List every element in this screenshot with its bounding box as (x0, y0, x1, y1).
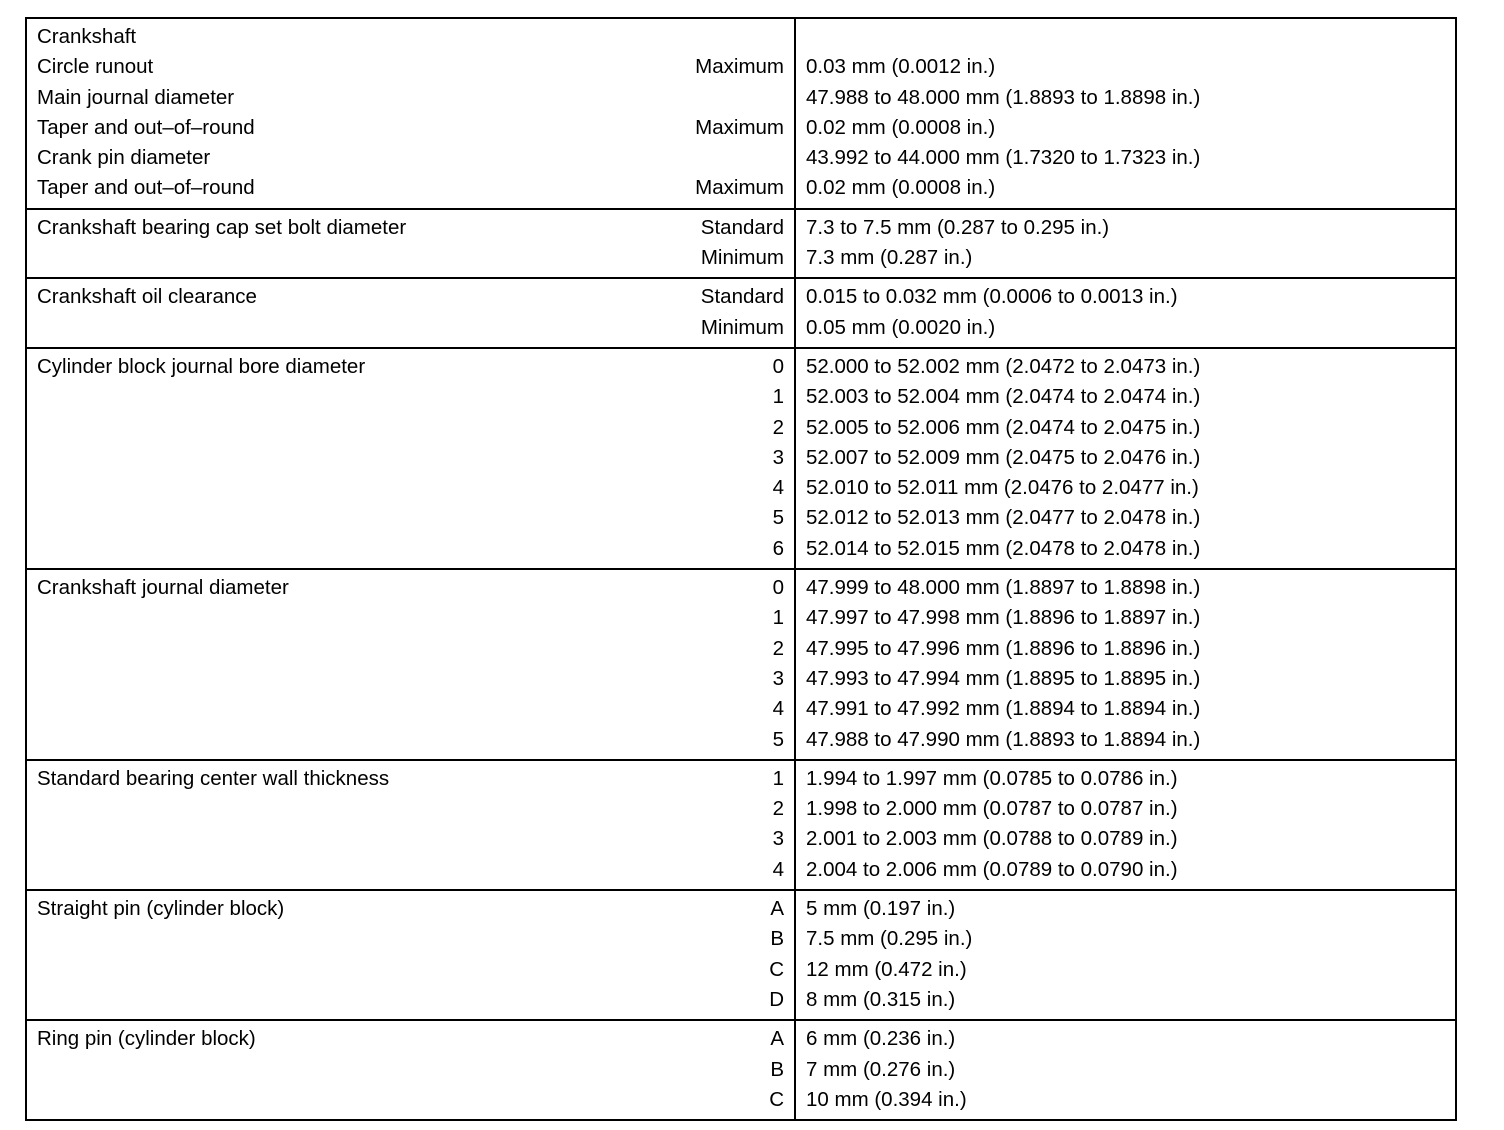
spec-label: Main journal diameter (37, 85, 235, 109)
spec-values-column (796, 1021, 1455, 1119)
spec-qualifier: 0 (772, 354, 784, 378)
spec-value: 52.000 to 52.002 mm (2.0472 to 2.0473 in.) (806, 354, 1201, 378)
spec-label (37, 313, 701, 343)
spec-row-left (37, 243, 784, 273)
spec-row-left (37, 603, 784, 633)
spec-qualifier: 4 (772, 857, 784, 881)
spec-value: 0.015 to 0.032 mm (0.0006 to 0.0013 in.) (806, 285, 1178, 309)
spec-label (37, 413, 773, 443)
spec-row-left (37, 473, 784, 503)
spec-qualifier: Maximum (695, 176, 784, 200)
spec-value: 52.014 to 52.015 mm (2.0478 to 2.0478 in.) (806, 536, 1201, 560)
spec-row-left (37, 352, 784, 382)
spec-value: 1.998 to 2.000 mm (0.0787 to 0.0787 in.) (806, 797, 1178, 821)
spec-value: 47.999 to 48.000 mm (1.8897 to 1.8898 in.) (806, 576, 1201, 600)
spec-value: 52.010 to 52.011 mm (2.0476 to 2.0477 in.) (806, 476, 1199, 500)
spec-qualifier: 0 (772, 576, 784, 600)
spec-label (37, 473, 773, 503)
spec-label: Ring pin (cylinder block) (37, 1027, 256, 1051)
spec-value: 0.02 mm (0.0008 in.) (806, 115, 996, 139)
spec-qualifier: Minimum (700, 246, 784, 270)
spec-value: 2.001 to 2.003 mm (0.0788 to 0.0789 in.) (806, 827, 1178, 851)
spec-value: 43.992 to 44.000 mm (1.7320 to 1.7323 in.) (806, 146, 1201, 170)
spec-value: 52.007 to 52.009 mm (2.0475 to 2.0476 in.) (806, 445, 1201, 469)
spec-value: 0.05 mm (0.0020 in.) (806, 315, 996, 339)
spec-value: 8 mm (0.315 in.) (806, 987, 956, 1011)
spec-row-left (37, 173, 784, 203)
spec-row-left (37, 985, 784, 1015)
spec-qualifier: 3 (772, 827, 784, 851)
spec-values-column (796, 210, 1455, 278)
spec-value: 7 mm (0.276 in.) (806, 1057, 956, 1081)
spec-label (37, 634, 773, 664)
spec-row-left (37, 725, 784, 755)
spec-label: Standard bearing center wall thickness (37, 766, 390, 790)
spec-value: 47.988 to 47.990 mm (1.8893 to 1.8894 in.) (806, 727, 1201, 751)
spec-labels-column (27, 349, 796, 568)
spec-row-left (37, 113, 784, 143)
spec-row-left (37, 894, 784, 924)
spec-values-column (796, 19, 1455, 208)
spec-qualifier: 5 (772, 727, 784, 751)
spec-qualifier: Maximum (695, 55, 784, 79)
spec-value: 7.3 to 7.5 mm (0.287 to 0.295 in.) (806, 215, 1110, 239)
spec-label: Cylinder block journal bore diameter (37, 354, 366, 378)
spec-row-left (37, 634, 784, 664)
spec-group (27, 277, 1455, 347)
spec-qualifier: C (769, 1087, 784, 1111)
spec-group (27, 568, 1455, 759)
spec-label (37, 382, 773, 412)
spec-group (27, 208, 1455, 278)
spec-value: 47.988 to 48.000 mm (1.8893 to 1.8898 in.) (806, 85, 1201, 109)
spec-labels-column (27, 1021, 796, 1119)
spec-value: 47.997 to 47.998 mm (1.8896 to 1.8897 in.) (806, 606, 1201, 630)
spec-label (37, 955, 769, 985)
spec-row-left (37, 213, 784, 243)
spec-label (37, 1085, 769, 1115)
spec-labels-column (27, 210, 796, 278)
spec-group (27, 759, 1455, 889)
spec-qualifier: B (770, 927, 784, 951)
spec-value: 47.995 to 47.996 mm (1.8896 to 1.8896 in.) (806, 636, 1201, 660)
spec-qualifier: 1 (772, 606, 784, 630)
spec-qualifier: Standard (700, 285, 784, 309)
spec-label: Straight pin (cylinder block) (37, 897, 285, 921)
spec-value: 5 mm (0.197 in.) (806, 897, 956, 921)
spec-row-left (37, 794, 784, 824)
spec-label (37, 924, 770, 954)
spec-qualifier: 3 (772, 445, 784, 469)
spec-value: 10 mm (0.394 in.) (806, 1087, 967, 1111)
spec-row-left (37, 443, 784, 473)
spec-qualifier: Minimum (700, 315, 784, 339)
spec-value (806, 22, 1445, 52)
spec-value: 1.994 to 1.997 mm (0.0785 to 0.0786 in.) (806, 766, 1178, 790)
spec-label (37, 603, 773, 633)
spec-labels-column (27, 19, 796, 208)
spec-label: Taper and out–of–round (37, 176, 255, 200)
spec-label (37, 985, 769, 1015)
spec-row-left (37, 143, 784, 173)
spec-row-left (37, 534, 784, 564)
spec-qualifier: 2 (772, 415, 784, 439)
spec-label: Crankshaft journal diameter (37, 576, 289, 600)
spec-label (37, 694, 773, 724)
spec-qualifier: A (770, 1027, 784, 1051)
spec-label: Crankshaft oil clearance (37, 285, 257, 309)
spec-value: 52.005 to 52.006 mm (2.0474 to 2.0475 in.) (806, 415, 1201, 439)
spec-qualifier: 4 (772, 476, 784, 500)
spec-label: Taper and out–of–round (37, 115, 255, 139)
spec-label: Crankshaft bearing cap set bolt diameter (37, 215, 407, 239)
spec-label (37, 1055, 770, 1085)
spec-value: 52.003 to 52.004 mm (2.0474 to 2.0474 in.) (806, 385, 1201, 409)
spec-row-left (37, 313, 784, 343)
spec-row-left (37, 664, 784, 694)
spec-value: 0.02 mm (0.0008 in.) (806, 176, 996, 200)
spec-qualifier: 4 (772, 697, 784, 721)
spec-qualifier: A (770, 897, 784, 921)
spec-values-column (796, 279, 1455, 347)
spec-value: 7.5 mm (0.295 in.) (806, 927, 973, 951)
spec-label (37, 794, 773, 824)
spec-label (37, 503, 773, 533)
spec-qualifier: C (769, 957, 784, 981)
spec-row-left (37, 694, 784, 724)
spec-qualifier: Maximum (695, 115, 784, 139)
spec-row-left (37, 1055, 784, 1085)
spec-label: Crank pin diameter (37, 146, 211, 170)
spec-row-left (37, 382, 784, 412)
spec-label (37, 824, 773, 854)
spec-value: 6 mm (0.236 in.) (806, 1027, 956, 1051)
spec-values-column (796, 891, 1455, 1019)
spec-group (27, 889, 1455, 1019)
spec-qualifier: 2 (772, 797, 784, 821)
spec-labels-column (27, 279, 796, 347)
spec-qualifier: 3 (772, 666, 784, 690)
spec-row-left (37, 824, 784, 854)
spec-value: 2.004 to 2.006 mm (0.0789 to 0.0790 in.) (806, 857, 1178, 881)
spec-qualifier: B (770, 1057, 784, 1081)
spec-qualifier: 6 (772, 536, 784, 560)
spec-label (37, 664, 773, 694)
spec-row-left (37, 1024, 784, 1054)
spec-group (27, 1019, 1455, 1119)
spec-row-left (37, 1085, 784, 1115)
spec-row-left (37, 22, 784, 52)
spec-label: Circle runout (37, 55, 154, 79)
spec-row-left (37, 955, 784, 985)
spec-value: 12 mm (0.472 in.) (806, 957, 967, 981)
spec-label: Crankshaft (37, 25, 137, 48)
spec-labels-column (27, 761, 796, 889)
spec-qualifier: 2 (772, 636, 784, 660)
spec-group (27, 19, 1455, 208)
spec-qualifier: D (769, 987, 784, 1011)
spec-row-left (37, 573, 784, 603)
spec-value: 7.3 mm (0.287 in.) (806, 246, 973, 270)
spec-values-column (796, 570, 1455, 759)
spec-group (27, 347, 1455, 568)
spec-table (25, 17, 1457, 1121)
spec-label (37, 534, 773, 564)
spec-values-column (796, 349, 1455, 568)
spec-qualifier: 1 (772, 385, 784, 409)
spec-row-left (37, 855, 784, 885)
spec-row-left (37, 503, 784, 533)
spec-row-left (37, 764, 784, 794)
spec-value: 52.012 to 52.013 mm (2.0477 to 2.0478 in.) (806, 506, 1201, 530)
spec-row-left (37, 282, 784, 312)
spec-label (37, 725, 773, 755)
spec-qualifier: 5 (772, 506, 784, 530)
spec-qualifier: 1 (772, 766, 784, 790)
spec-values-column (796, 761, 1455, 889)
spec-qualifier: Standard (700, 215, 784, 239)
spec-label (37, 243, 701, 273)
spec-row-left (37, 83, 784, 113)
spec-value: 47.993 to 47.994 mm (1.8895 to 1.8895 in.) (806, 666, 1201, 690)
spec-labels-column (27, 891, 796, 1019)
spec-value: 0.03 mm (0.0012 in.) (806, 55, 996, 79)
spec-label (37, 443, 773, 473)
spec-label (37, 855, 773, 885)
spec-labels-column (27, 570, 796, 759)
spec-value: 47.991 to 47.992 mm (1.8894 to 1.8894 in.) (806, 697, 1201, 721)
spec-row-left (37, 924, 784, 954)
spec-row-left (37, 413, 784, 443)
spec-row-left (37, 52, 784, 82)
